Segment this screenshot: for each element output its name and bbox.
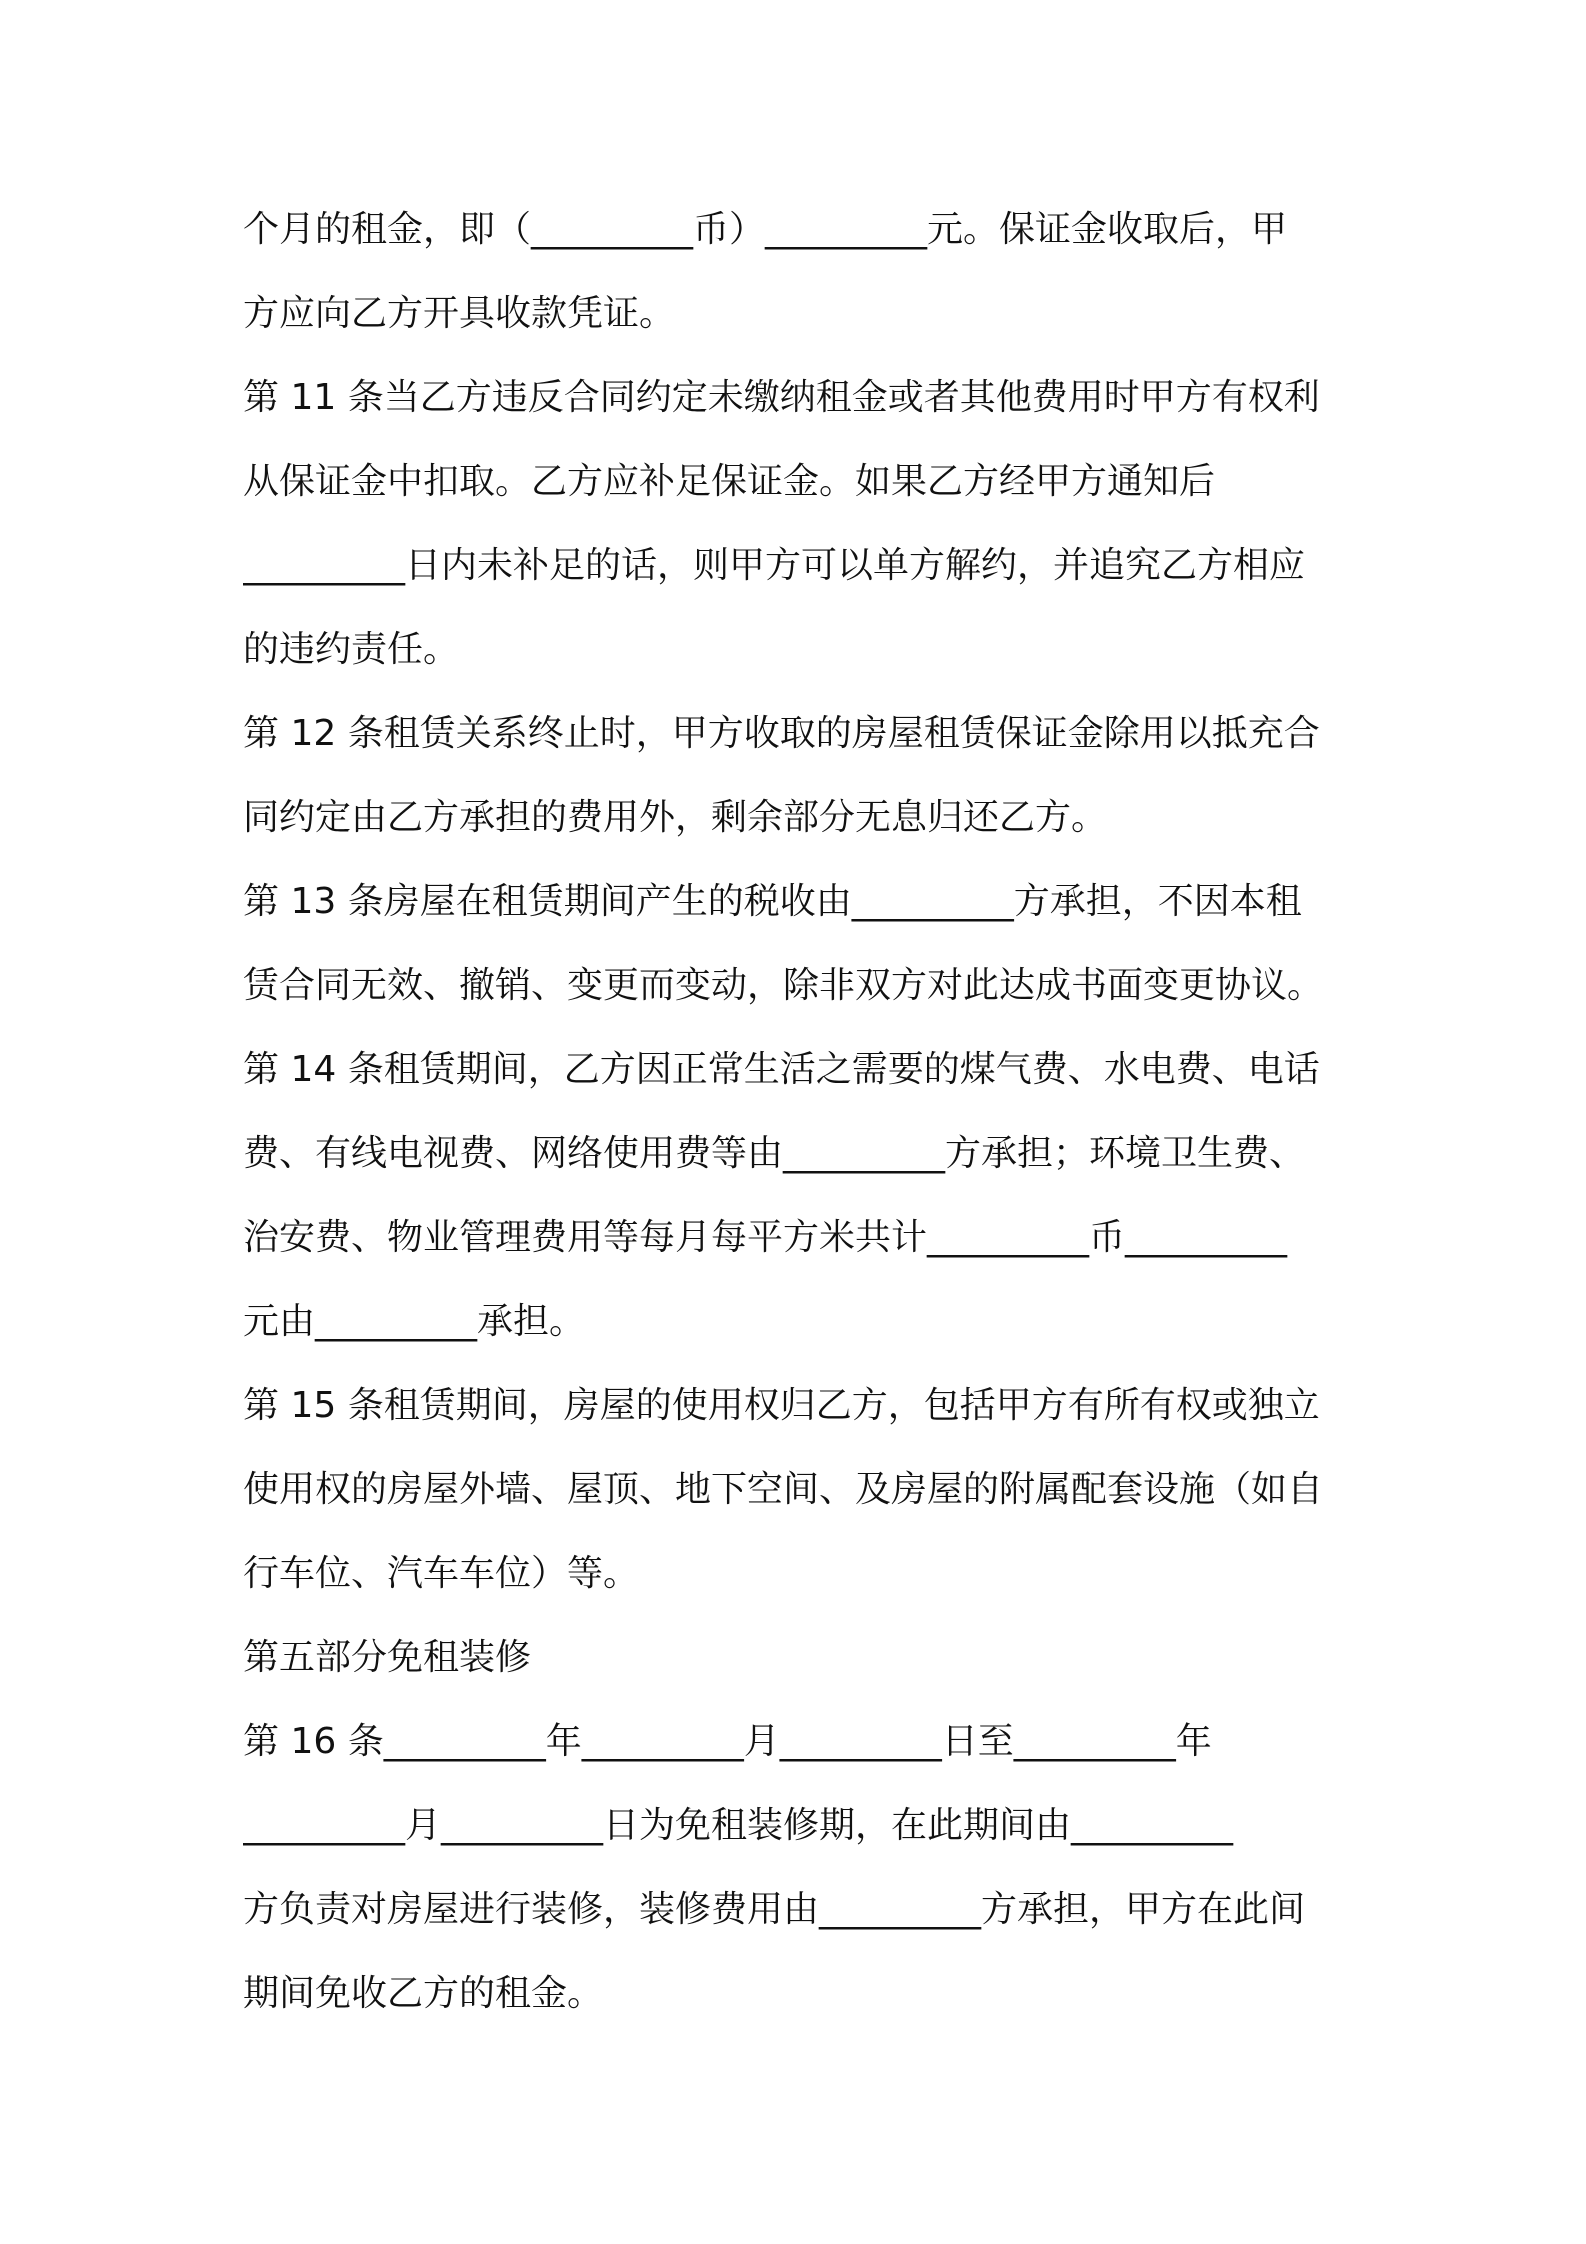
text-line-20: _________月_________日为免租装修期，在此期间由_________ <box>243 1805 1234 1846</box>
text-line-1: 个月的租金，即（_________币）_________元。保证金收取后，甲 <box>243 209 1288 250</box>
text-line-17: 行车位、汽车车位）等。 <box>243 1553 640 1594</box>
text-line-15: 第 15 条租赁期间，房屋的使用权归乙方，包括甲方有所有权或独立 <box>243 1385 1320 1426</box>
text-line-6: 的违约责任。 <box>243 629 460 670</box>
text-line-5: _________日内未补足的话，则甲方可以单方解约，并追究乙方相应 <box>243 545 1306 586</box>
text-line-8: 同约定由乙方承担的费用外，剩余部分无息归还乙方。 <box>243 797 1108 838</box>
text-line-13: 治安费、物业管理费用等每月每平方米共计_________币_________ <box>243 1217 1288 1258</box>
text-line-3: 第 11 条当乙方违反合同约定未缴纳租金或者其他费用时甲方有权利 <box>243 377 1320 418</box>
text-line-16: 使用权的房屋外墙、屋顶、地下空间、及房屋的附属配套设施（如自 <box>243 1469 1324 1510</box>
text-line-11: 第 14 条租赁期间，乙方因正常生活之需要的煤气费、水电费、电话 <box>243 1049 1320 1090</box>
text-line-4: 从保证金中扣取。乙方应补足保证金。如果乙方经甲方通知后 <box>243 461 1216 502</box>
text-line-7: 第 12 条租赁关系终止时，甲方收取的房屋租赁保证金除用以抵充合 <box>243 713 1320 754</box>
text-line-14: 元由_________承担。 <box>243 1301 586 1342</box>
section-heading: 第五部分免租装修 <box>243 1637 532 1678</box>
text-line-10: 赁合同无效、撤销、变更而变动，除非双方对此达成书面变更协议。 <box>243 965 1324 1006</box>
text-line-9: 第 13 条房屋在租赁期间产生的税收由_________方承担，不因本租 <box>243 881 1302 922</box>
text-line-21: 方负责对房屋进行装修，装修费用由_________方承担，甲方在此间 <box>243 1889 1306 1930</box>
text-line-12: 费、有线电视费、网络使用费等由_________方承担；环境卫生费、 <box>243 1133 1306 1174</box>
text-line-2: 方应向乙方开具收款凭证。 <box>243 293 676 334</box>
text-line-22: 期间免收乙方的租金。 <box>243 1973 604 2014</box>
contract-text <box>243 188 1359 2036</box>
text-line-19: 第 16 条_________年_________月_________日至_________年 <box>243 1721 1212 1762</box>
